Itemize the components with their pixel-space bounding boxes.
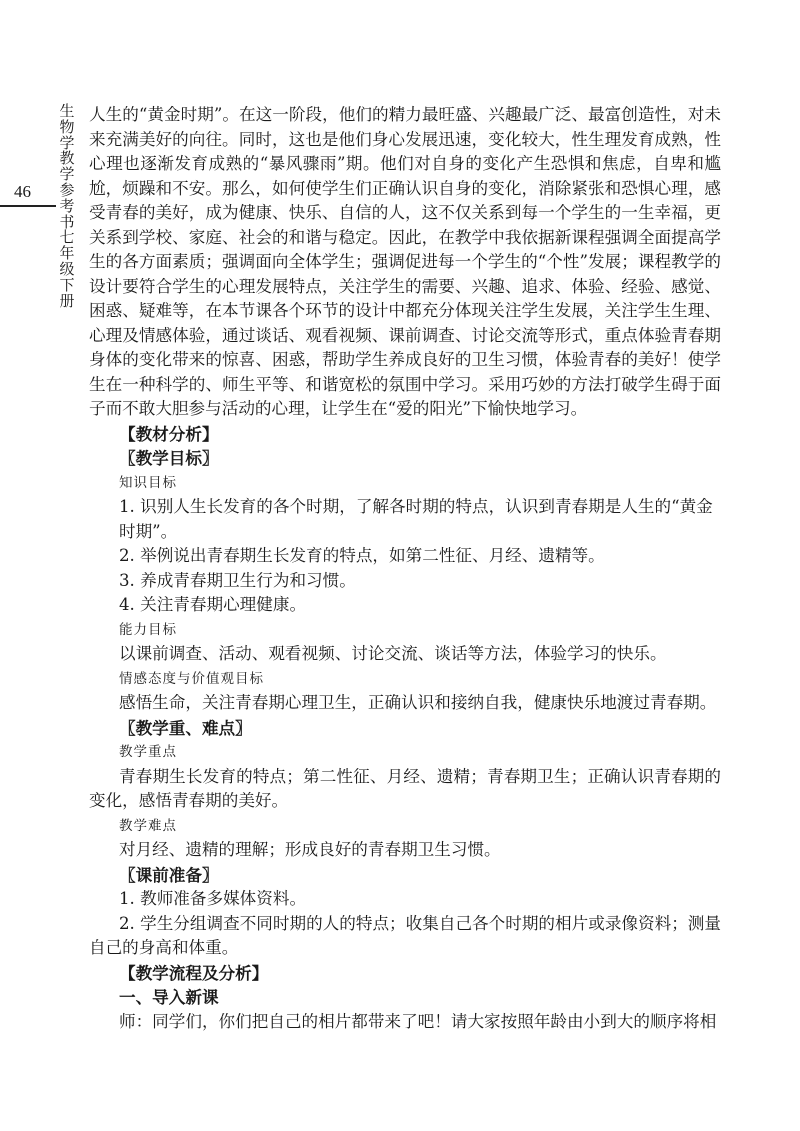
- label-teaching-focus: 教学重点: [119, 744, 177, 760]
- label-emotion-goals: 情感态度与价值观目标: [119, 670, 264, 687]
- header-rule: [0, 205, 56, 207]
- page-number: 46: [14, 182, 31, 201]
- emotion-text: 感悟生命，关注青春期心理卫生，正确认识和接纳自我，健康快乐地渡过青春期。: [119, 693, 717, 712]
- knowledge-item-3: 3. 养成青春期卫生行为和习惯。: [119, 570, 356, 590]
- ability-text: 以课前调查、活动、观看视频、讨论交流、谈话等方法，体验学习的快乐。: [119, 644, 667, 663]
- knowledge-item-4: 4. 关注青春期心理健康。: [119, 595, 307, 614]
- teaching-difficulty-text: 对月经、遗精的理解；形成良好的青春期卫生习惯。: [119, 840, 501, 859]
- preparation-item-2: 2. 学生分组调查不同时期的人的特点；收集自己各个时期的相片或录像资料；测量自己的身高和体重。: [89, 913, 721, 957]
- preparation-item-1: 1. 教师准备多媒体资料。: [119, 889, 307, 908]
- subheading-key-points: 〖教学重、难点〗: [119, 717, 252, 738]
- page-content: [89, 103, 721, 1034]
- section-heading-material: 【教材分析】: [119, 423, 219, 444]
- process-text: 师：同学们，你们把自己的相片都带来了吧！请大家按照年龄由小到大的顺序将相: [119, 1011, 717, 1031]
- label-knowledge-goals: 知识目标: [119, 474, 177, 491]
- subheading-goals: 〖教学目标〗: [119, 448, 219, 468]
- knowledge-item-2: 2. 举例说出青春期生长发育的特点，如第二性征、月经、遗精等。: [119, 546, 605, 565]
- subheading-preparation: 〖课前准备〗: [119, 864, 219, 885]
- knowledge-item-1: 1. 识别人生长发育的各个时期，了解各时期的特点，认识到青春期是人生的“黄金时期”。: [119, 497, 713, 541]
- book-title-vertical: 生物学教学参考书七年级下册: [59, 102, 75, 310]
- subheading-lesson-intro: 一、导入新课: [119, 987, 219, 1007]
- intro-paragraph: 人生的“黄金时期”。在这一阶段，他们的精力最旺盛、兴趣最广泛、最富创造性，对未来充满美好的向往。同时，这也是他们身心发展迅速，变化较大，性生理发育成熟，性心理也逐渐发育成熟的“暴风骤雨”期。他们对自身的变化产生恐惧和焦虑，自卑和尴尬，烦躁和不安。那么，如何使学生们正确认识自身的变化，消除紧张和恐惧心理，感受青春的美好，成为健康、快乐、自信的人，这不仅关系到每一个学生的一生幸福，更关系到学校、家庭、社会的和谐与稳定。因此，在教学中我依据新课程强调全面提高学生的各方面素质；强调面向全体学生；强调促进每一个学生的“个性”发展；课程教学的设计要符合学生的心理发展特点，关注学生的需要、兴趣、追求、体验、经验、感觉、困惑、疑难等，在本节课各个环节的设计中都充分体现关注学生发展，关注学生生理、心理及情感体验，通过谈话、观看视频、课前调查、讨论交流等形式，重点体验青春期身体的变化带来的惊喜、困惑，帮助学生养成良好的卫生习惯，体验青春的美好！使学生在一种科学的、师生平等、和谐宽松的氛围中学习。采用巧妙的方法打破学生碍于面子而不敢大胆参与活动的心理，让学生在“爱的阳光”下愉快地学习。: [89, 105, 721, 418]
- section-heading-process: 【教学流程及分析】: [119, 962, 269, 983]
- label-teaching-difficulty: 教学难点: [119, 817, 177, 834]
- label-ability-goals: 能力目标: [119, 621, 177, 638]
- teaching-focus-text: 青春期生长发育的特点；第二性征、月经、遗精；青春期卫生；正确认识青春期的变化，感悟青春期的美好。: [89, 766, 721, 810]
